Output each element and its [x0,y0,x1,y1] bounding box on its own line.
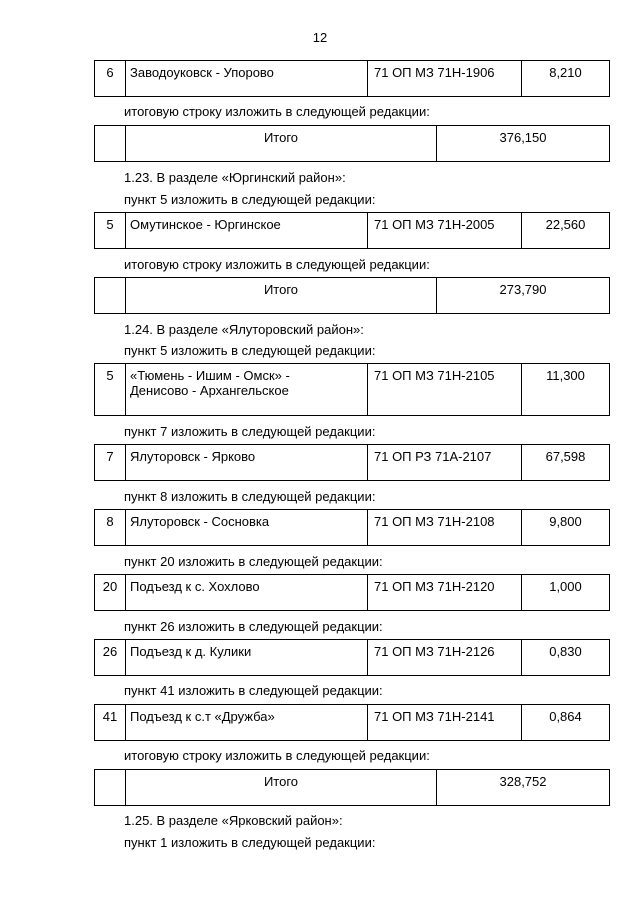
road-table-row-8-sosnovka [94,509,610,546]
road-name: Подъезд к с. Хохлово [126,575,368,611]
paragraph-item-instruction: пункт 7 изложить в следующей редакции: [124,424,376,439]
total-label: Итого [126,126,437,162]
road-name-line-2: Денисово - Архангельское [130,383,289,398]
paragraph-item-instruction: пункт 26 изложить в следующей редакции: [124,619,383,634]
road-table-row-6-zavodoukovsk [94,60,610,97]
section-heading-yurginsky: 1.23. В разделе «Юргинский район»: [124,170,346,185]
road-name: Подъезд к д. Кулики [126,640,368,676]
road-length: 8,210 [522,61,610,97]
road-name: Ялуторовск - Ярково [126,445,368,481]
total-table-2 [94,277,610,314]
road-length: 67,598 [522,445,610,481]
road-table-row-41-druzhba [94,704,610,741]
row-number: 5 [95,364,126,416]
road-table-row-5-omutinskoe [94,212,610,249]
total-value: 376,150 [437,126,610,162]
total-blank-cell [95,126,126,162]
row-number: 26 [95,640,126,676]
total-table-1 [94,125,610,162]
paragraph-item-instruction: пункт 20 изложить в следующей редакции: [124,554,383,569]
paragraph-item-instruction: пункт 5 изложить в следующей редакции: [124,192,376,207]
road-name: Омутинское - Юргинское [126,213,368,249]
paragraph-item-instruction: пункт 41 изложить в следующей редакции: [124,683,383,698]
road-table-row-5-tyumen [94,363,610,416]
road-length: 22,560 [522,213,610,249]
row-number: 7 [95,445,126,481]
road-code: 71 ОП МЗ 71Н-2120 [368,575,522,611]
total-table-3 [94,769,610,806]
road-length: 1,000 [522,575,610,611]
paragraph-item-instruction: пункт 8 изложить в следующей редакции: [124,489,376,504]
paragraph-total-line-instruction: итоговую строку изложить в следующей редакции: [124,257,430,272]
row-number: 41 [95,705,126,741]
road-length: 0,830 [522,640,610,676]
row-number: 8 [95,510,126,546]
road-name: Ялуторовск - Сосновка [126,510,368,546]
section-heading-yarkovsky: 1.25. В разделе «Ярковский район»: [124,813,343,828]
road-code: 71 ОП МЗ 71Н-1906 [368,61,522,97]
paragraph-total-line-instruction: итоговую строку изложить в следующей редакции: [124,104,430,119]
road-name: Подъезд к с.т «Дружба» [126,705,368,741]
road-table-row-20-khokhlovo [94,574,610,611]
paragraph-total-line-instruction: итоговую строку изложить в следующей редакции: [124,748,430,763]
road-code: 71 ОП РЗ 71А-2107 [368,445,522,481]
road-table-row-26-kuliki [94,639,610,676]
section-heading-yalutorovsky: 1.24. В разделе «Ялуторовский район»: [124,322,364,337]
road-name: Заводоуковск - Упорово [126,61,368,97]
road-code: 71 ОП МЗ 71Н-2141 [368,705,522,741]
row-number: 5 [95,213,126,249]
road-code: 71 ОП МЗ 71Н-2005 [368,213,522,249]
road-code: 71 ОП МЗ 71Н-2105 [368,364,522,416]
road-length: 9,800 [522,510,610,546]
road-table-row-7-yarkovo [94,444,610,481]
road-name [126,364,368,416]
total-label: Итого [126,278,437,314]
total-blank-cell [95,770,126,806]
total-value: 328,752 [437,770,610,806]
road-code: 71 ОП МЗ 71Н-2126 [368,640,522,676]
paragraph-item-instruction: пункт 5 изложить в следующей редакции: [124,343,376,358]
total-label: Итого [126,770,437,806]
total-blank-cell [95,278,126,314]
road-name-line-1: «Тюмень - Ишим - Омск» - [130,368,290,383]
page-number: 12 [312,30,328,45]
total-value: 273,790 [437,278,610,314]
paragraph-item-instruction: пункт 1 изложить в следующей редакции: [124,835,376,850]
road-length: 11,300 [522,364,610,416]
row-number: 6 [95,61,126,97]
road-code: 71 ОП МЗ 71Н-2108 [368,510,522,546]
row-number: 20 [95,575,126,611]
road-length: 0,864 [522,705,610,741]
